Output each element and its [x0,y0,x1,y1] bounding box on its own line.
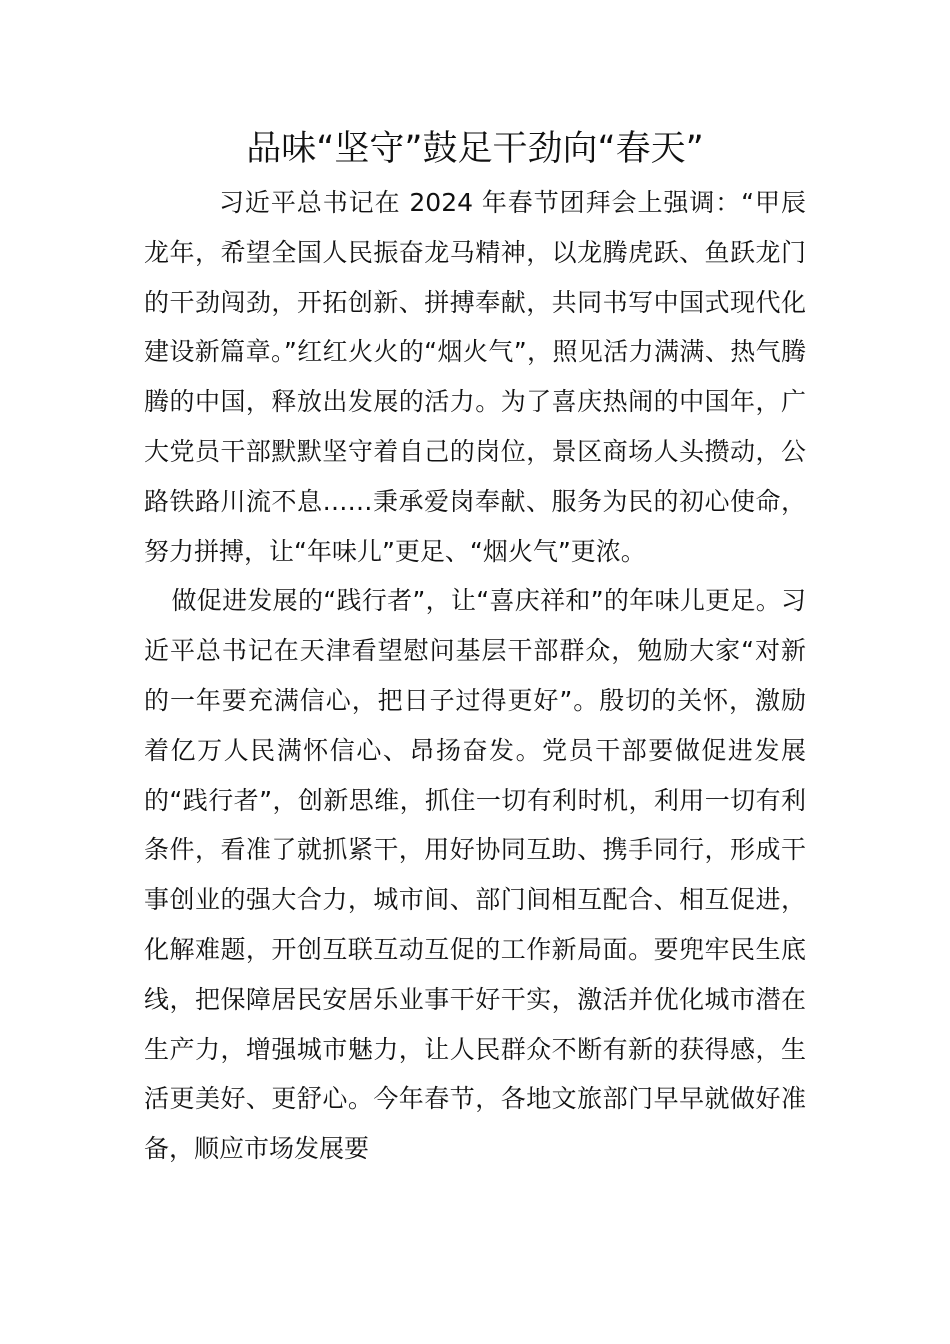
document-body [144,178,806,1174]
paragraph-1: 习近平总书记在 2024 年春节团拜会上强调：“甲辰龙年，希望全国人民振奋龙马精神，以龙腾虎跃、鱼跃龙门的干劲闯劲，开拓创新、拼搏奉献，共同书写中国式现代化建设新篇章。”红红火火的“烟火气”，照见活力满满、热气腾腾的中国，释放出发展的活力。为了喜庆热闹的中国年，广大党员干部默默坚守着自己的岗位，景区商场人头攒动，公路铁路川流不息……秉承爱岗奉献、服务为民的初心使命，努力拼搏，让“年味儿”更足、“烟火气”更浓。 [144,188,806,566]
paragraph-2: 做促进发展的“践行者”，让“喜庆祥和”的年味儿更足。习近平总书记在天津看望慰问基层干部群众，勉励大家“对新的一年要充满信心，把日子过得更好”。殷切的关怀，激励着亿万人民满怀信心、昂扬奋发。党员干部要做促进发展的“践行者”，创新思维，抓住一切有利时机，利用一切有利条件，看准了就抓紧干，用好协同互助、携手同行，形成干事创业的强大合力，城市间、部门间相互配合、相互促进，化解难题，开创互联互动互促的工作新局面。要兜牢民生底线，把保障居民安居乐业事干好干实，激活并优化城市潜在生产力，增强城市魅力，让人民群众不断有新的获得感，生活更美好、更舒心。今年春节，各地文旅部门早早就做好准备，顺应市场发展要 [144,586,806,1164]
document-title: 品味“坚守”鼓足干劲向“春天” [246,129,704,169]
